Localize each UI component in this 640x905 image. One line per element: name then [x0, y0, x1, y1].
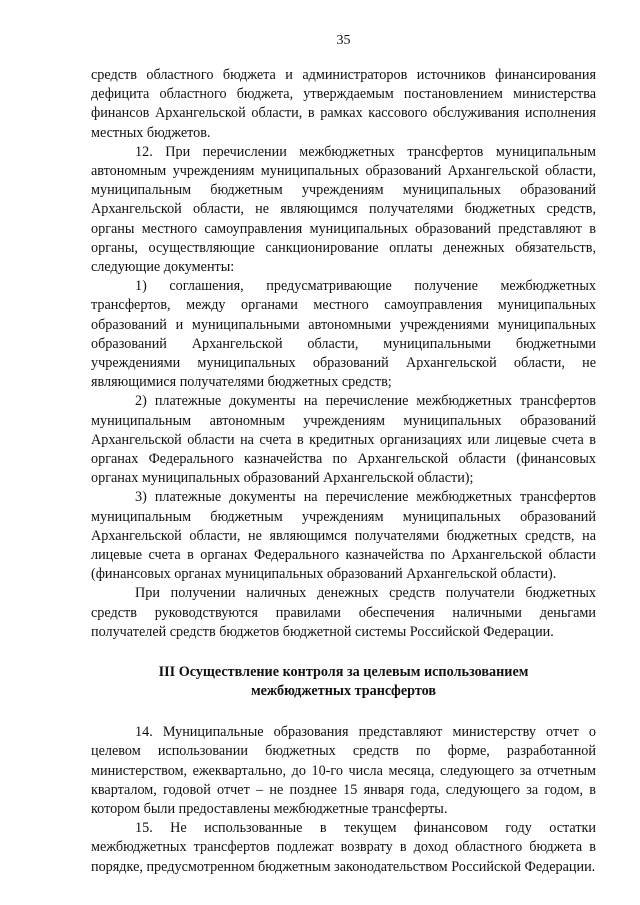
paragraph-15: 15. Не использованные в текущем финансовом году остатки межбюджетных трансфертов подлежат возврату в доход областного бюджета в порядке, предусмотренном бюджетным законодательством Российской Федерации.: [91, 820, 596, 875]
section-heading-line-2: межбюджетных трансфертов: [250, 683, 437, 700]
section-heading-line-1: III Осуществление контроля за целевым использованием: [158, 664, 529, 681]
paragraph-14: 14. Муниципальные образования представляют министерству отчет о целевом использовании бюджетных средств по форме, разработанной министерством, ежеквартально, до 10-го числа месяца, следующего за отчетным кварталом, годовой отчет – не позднее 15 января года, следующего за годом, в котором были предоставлены межбюджетные трансферты.: [91, 724, 596, 817]
section-heading: [91, 663, 596, 701]
list-item-2: 2) платежные документы на перечисление межбюджетных трансфертов муниципальным автономным учреждениям муниципальных образований Архангельской области на счета в кредитных организациях или лицевые счета в органах Федерального казначейства по Архангельской области (финансовых органах муниципальных образований Архангельской области);: [91, 393, 596, 487]
document-page: [91, 32, 596, 877]
page-number: 35: [336, 33, 351, 48]
paragraph-12: 12. При перечислении межбюджетных трансфертов муниципальным автономным учреждениям муниципальных образований Архангельской области, муниципальным бюджетным учреждениям муниципальных образований Архангельской области, не являющимся получателями бюджетных средств, органы местного самоуправления муниципальных образований представляют в органы, осуществляющие санкционирование оплаты денежных обязательств, следующие документы:: [91, 143, 596, 276]
paragraph-cash: При получении наличных денежных средств получатели бюджетных средств руководствуются правилами обеспечения наличными деньгами получателей средств бюджетов бюджетной системы Российской Федерации.: [91, 585, 596, 640]
list-item-3: 3) платежные документы на перечисление межбюджетных трансфертов муниципальным бюджетным учреждениям муниципальных образований Архангельской области, не являющимся получателями бюджетных средств, на лицевые счета в органах Федерального казначейства по Архангельской области (финансовых органах муниципальных образований Архангельской области).: [91, 489, 596, 583]
paragraph-continuation: средств областного бюджета и администраторов источников финансирования дефицита областного бюджета, утверждаемым постановлением министерства финансов Архангельской области, в рамках кассового обслуживания исполнения местных бюджетов.: [91, 67, 596, 141]
list-item-1: 1) соглашения, предусматривающие получение межбюджетных трансфертов, между органами местного самоуправления муниципальных образований и муниципальными автономными учреждениями муниципальных образований Архангельской области, муниципальными бюджетными учреждениями муниципальных образований Архангельской области, не являющимися получателями бюджетных средств;: [91, 278, 596, 391]
